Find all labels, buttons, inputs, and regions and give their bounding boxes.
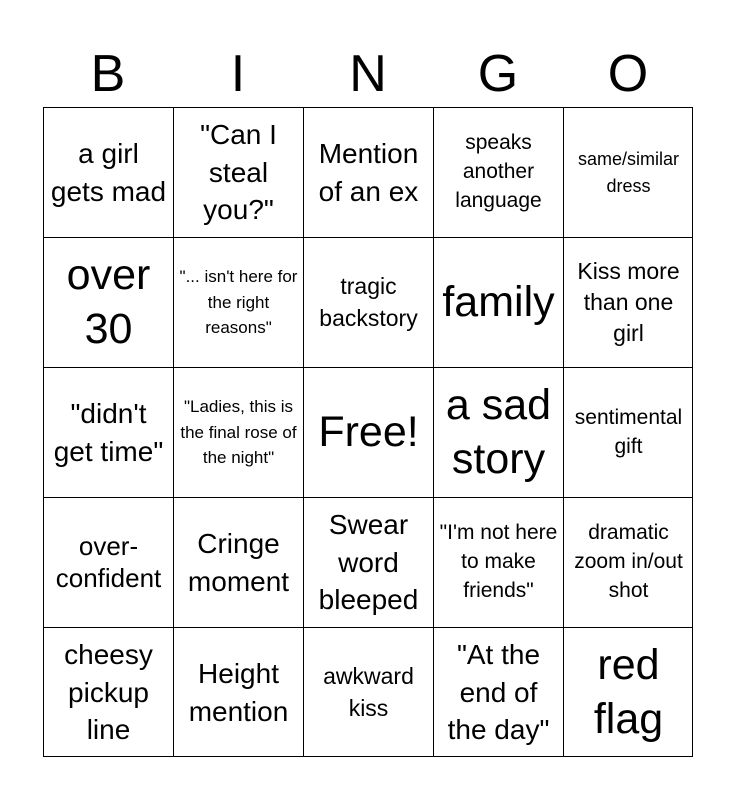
header-letter-i: I xyxy=(230,45,246,103)
header-letter-g: G xyxy=(477,45,519,103)
bingo-header xyxy=(43,40,693,108)
bingo-cell[interactable]: "... isn't here for the right reasons" xyxy=(173,237,303,367)
bingo-cell[interactable]: awkward kiss xyxy=(303,627,433,757)
header-letter-n: N xyxy=(349,45,387,103)
bingo-cell[interactable]: a girl gets mad xyxy=(43,107,173,237)
header-letter-o: O xyxy=(607,45,649,103)
bingo-cell[interactable]: cheesy pickup line xyxy=(43,627,173,757)
bingo-cell[interactable]: a sad story xyxy=(433,367,563,497)
bingo-cell[interactable]: Mention of an ex xyxy=(303,107,433,237)
bingo-cell[interactable]: Swear word bleeped xyxy=(303,497,433,627)
bingo-cell[interactable]: red flag xyxy=(563,627,693,757)
bingo-cell[interactable]: Cringe moment xyxy=(173,497,303,627)
bingo-grid xyxy=(43,107,693,757)
bingo-cell[interactable]: "I'm not here to make friends" xyxy=(433,497,563,627)
bingo-cell[interactable]: "At the end of the day" xyxy=(433,627,563,757)
bingo-cell[interactable]: sentimental gift xyxy=(563,367,693,497)
bingo-cell[interactable]: "didn't get time" xyxy=(43,367,173,497)
header-letter-b: B xyxy=(90,45,126,103)
free-space-cell[interactable]: Free! xyxy=(303,367,433,497)
bingo-cell[interactable]: "Ladies, this is the final rose of the night" xyxy=(173,367,303,497)
bingo-cell[interactable]: speaks another language xyxy=(433,107,563,237)
bingo-cell[interactable]: Height mention xyxy=(173,627,303,757)
bingo-cell[interactable]: "Can I steal you?" xyxy=(173,107,303,237)
bingo-cell[interactable]: same/similar dress xyxy=(563,107,693,237)
bingo-cell[interactable]: family xyxy=(433,237,563,367)
bingo-cell[interactable]: tragic backstory xyxy=(303,237,433,367)
bingo-cell[interactable]: over 30 xyxy=(43,237,173,367)
bingo-cell[interactable]: over-confident xyxy=(43,497,173,627)
bingo-cell[interactable]: dramatic zoom in/out shot xyxy=(563,497,693,627)
bingo-cell[interactable]: Kiss more than one girl xyxy=(563,237,693,367)
